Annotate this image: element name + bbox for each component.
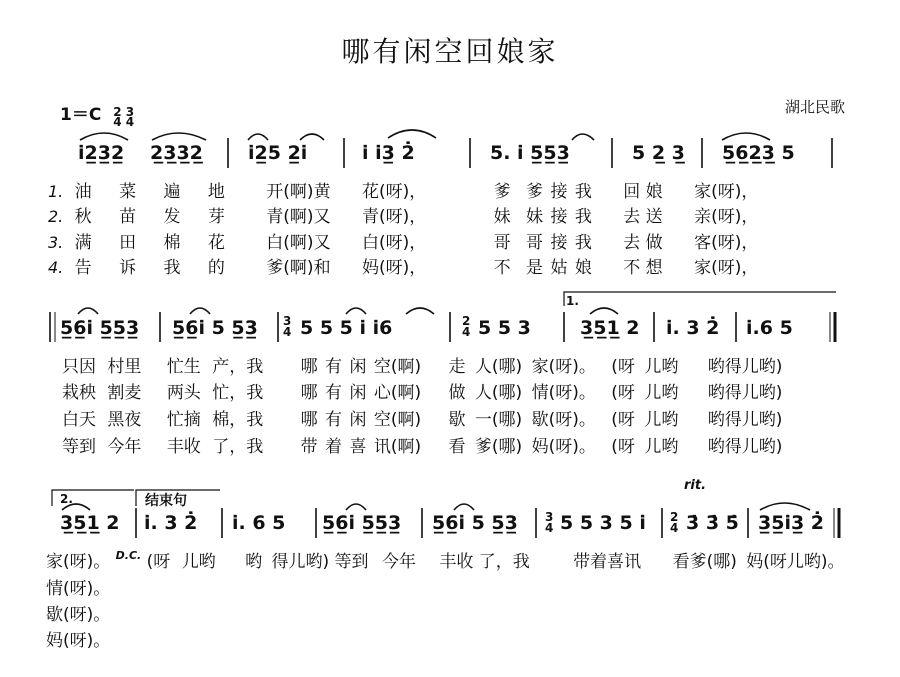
note-group: 5̲6̲i̇ 5̲5̲3̲ (60, 317, 140, 339)
note-group: 5 5 3 (478, 317, 531, 339)
note-group: 3̇ 3̇ 5̇ (686, 512, 739, 534)
time-signature: 2 4 3 4 (113, 104, 135, 129)
note-group: 2̲3̲3̲2̲ (150, 142, 203, 164)
note-group: 3̲5̲1̲ 2 (580, 317, 640, 339)
note-group: i̇. 3 2̇ (666, 317, 720, 339)
slur (722, 133, 770, 140)
slur (760, 503, 810, 510)
coda-label: 结束句 (145, 493, 187, 509)
slur (572, 134, 594, 140)
verse-1-line1: 1. 油 菜 遍 地 开(啊)黄 花(呀)， 爹 爹 接 我 回 娘 家(呀)， (48, 182, 759, 202)
note-group: 5 2̲ 3̲ (632, 142, 685, 164)
note-group: 5̲6̲i̇ 5 5̲3̲ (172, 317, 258, 339)
time-signature-2-4: 2 4 (670, 510, 679, 535)
second-ending-bracket (52, 490, 134, 506)
note-group: 5̲6̲2̲3̲ 5 (722, 142, 795, 164)
note-group: i̇.6 5 (746, 317, 793, 339)
verse-4-line2: 等到 今年 丰收 了，我 带 着 喜 讯(啊) 看 爹(哪) 妈(呀)。 (呀 儿哟 哟得儿哟) (62, 437, 783, 457)
note-group: 5 5 3 5 i̇ (560, 512, 646, 534)
slur (346, 308, 366, 314)
note-group: 3̲5̲i̇3̲ 2̇ (758, 512, 825, 534)
note-group: 3̲5̲1̲ 2 (60, 512, 120, 534)
slur (248, 134, 268, 140)
lyrics-line3-main: 家(呀)。 $^{D.C.}$ (呀 儿哟 哟 得儿哟) 等到 今年 丰收 了，我 带着喜讯 看爹(哪) 妈(呀儿哟)。 (46, 549, 845, 572)
slur (590, 308, 618, 314)
second-ending-label: 2. (60, 492, 73, 506)
verse-3-line2: 白天 黑夜 忙摘 棉，我 哪 有 闲 空(啊) 歇 一(哪) 歇(呀)。 (呀 儿哟 哟得儿哟) (62, 410, 783, 430)
time-signature-3-4: 3 4 (545, 510, 554, 535)
lyrics-line3-verse2: 情(呀)。 (46, 579, 111, 599)
song-title: 哪有闲空回娘家 (341, 35, 559, 68)
first-ending-bracket (564, 292, 836, 306)
first-ending-label: 1. (566, 294, 579, 308)
slur (454, 504, 474, 510)
lyrics-line3-verse3: 歇(呀)。 (46, 605, 111, 625)
note-group: i̇. 3 2̇ (144, 512, 198, 534)
slur (300, 134, 324, 140)
ritardando-mark: rit. (684, 478, 707, 493)
time-signature-3-4: 3 4 (283, 314, 292, 339)
slur (346, 504, 366, 510)
slur (406, 308, 434, 314)
slur (78, 308, 98, 314)
verse-2-line1: 2. 秋 苗 发 芽 青(啊)又 青(呀)， 妹 妹 接 我 去 送 亲(呀)， (48, 207, 759, 227)
key-signature: 1＝C 2 4 3 4 (60, 104, 135, 129)
note-group: 5̲6̲i̇ 5 5̲3̲ (432, 512, 518, 534)
verse-4-line1: 4. 告 诉 我 的 爹(啊)和 妈(呀)， 不 是 姑 娘 不 想 家(呀)， (48, 258, 759, 278)
time-signature-2-4: 2 4 (462, 314, 471, 339)
da-capo-mark: D.C. (115, 549, 142, 562)
slur (190, 308, 210, 314)
note-group: i̇. 6 5 (232, 512, 286, 534)
slur (152, 133, 206, 140)
slur (62, 504, 90, 510)
lyrics-line3-verse4: 妈(呀)。 (46, 631, 111, 651)
note-group: 5 5 5 i̇ i̇6 (300, 317, 393, 339)
song-source: 湖北民歌 (784, 98, 845, 116)
slur (388, 130, 436, 138)
verse-1-line2: 只因 村里 忙生 产，我 哪 有 闲 空(啊) 走 人(哪) 家(呀)。 (呀 儿哟 哟得儿哟) (62, 357, 783, 377)
verse-2-line2: 栽秧 割麦 两头 忙，我 哪 有 闲 心(啊) 做 人(哪) 情(呀)。 (呀 儿哟 哟得儿哟) (62, 383, 783, 403)
note-group: i̇ i̇3̲ 2̇ (362, 142, 415, 164)
note-group: 5. i̇ 5̲5̲3̲ (490, 142, 570, 164)
coda-bracket (136, 490, 220, 506)
note-group: i̇2̲3̲2̲ (78, 142, 125, 164)
slur (80, 133, 128, 140)
note-group: 5̲6̲i̇ 5̲5̲3̲ (322, 512, 402, 534)
verse-3-line1: 3. 满 田 棉 花 白(啊)又 白(呀)， 哥 哥 接 我 去 做 客(呀)， (48, 233, 759, 253)
note-group: i̇2̲5 2̲i̇ (248, 142, 308, 164)
